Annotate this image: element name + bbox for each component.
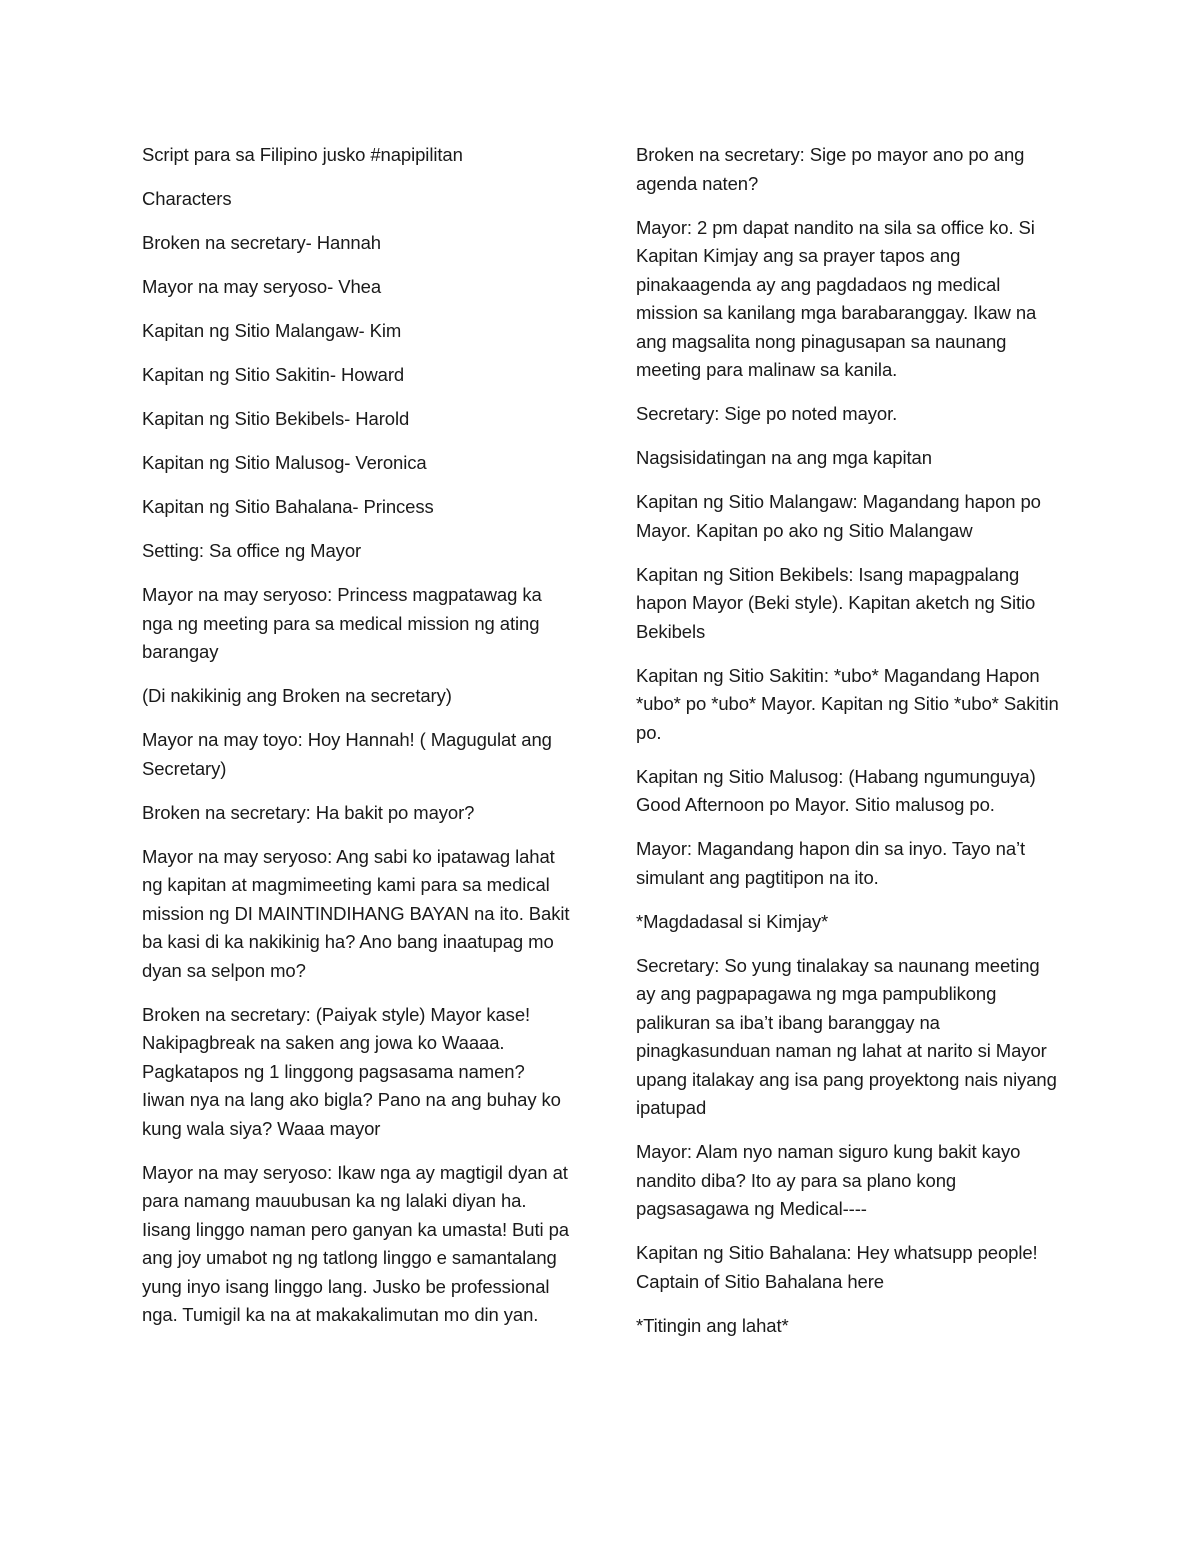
character-entry: Kapitan ng Sitio Sakitin- Howard <box>142 364 405 385</box>
character-entry: Kapitan ng Sitio Malangaw- Kim <box>142 320 402 341</box>
dialogue-paragraph: Mayor na may seryoso: Ikaw nga ay magtigil dyan at para namang mauubusan ka ng lalaki diyan ha. Iisang linggo naman pero ganyan ka umasta! Buti pa ang joy umabot ng ng tatlong linggo e samantalang yung inyo isang linggo lang. Jusko be professional nga. Tumigil ka na at makakalimutan mo din yan. <box>142 1161 569 1325</box>
dialogue-paragraph: Secretary: Sige po noted mayor. <box>636 403 898 424</box>
dialogue-paragraph: Broken na secretary: Ha bakit po mayor? <box>142 801 475 823</box>
character-entry: Broken na secretary- Hannah <box>142 232 381 253</box>
setting-line: Setting: Sa office ng Mayor <box>142 540 362 561</box>
characters-heading: Characters <box>142 188 232 209</box>
script-title: Script para sa Filipino jusko #napipilitan <box>142 144 463 165</box>
dialogue-paragraph: Mayor: Magandang hapon din sa inyo. Tayo na’t simulant ang pagtitipon na ito. <box>636 838 1026 888</box>
dialogue-paragraph: Secretary: So yung tinalakay sa naunang meeting ay ang pagpapagawa ng mga pampublikong palikuran sa iba’t ibang baranggay na pinagkasunduan naman ng lahat at narito si Mayor upang italakay ang isa pang proyektong nais niyang ipatupad <box>636 954 1057 1118</box>
right-column <box>636 141 1062 1356</box>
dialogue-paragraph: Mayor na may seryoso: Ang sabi ko ipatawag lahat ng kapitan at magmimeeting kami para sa medical mission ng DI MAINTINDIHANG BAYAN na ito. Bakit ba kasi di ka nakikinig ha? Ano bang inaatupag mo dyan sa selpon mo? <box>142 845 570 981</box>
stage-direction: (Di nakikinig ang Broken na secretary) <box>142 685 452 706</box>
dialogue-paragraph: Broken na secretary: Sige po mayor ano po ang agenda naten? <box>636 144 1025 194</box>
dialogue-paragraph: Kapitan ng Sition Bekibels: Isang mapagpalang hapon Mayor (Beki style). Kapitan aketch ng Sitio Bekibels <box>636 563 1036 642</box>
left-column <box>142 141 572 1345</box>
dialogue-paragraph: Kapitan ng Sitio Sakitin: *ubo* Magandang Hapon *ubo* po *ubo* Mayor. Kapitan ng Sitio *ubo* Sakitin po. <box>636 664 1059 743</box>
character-entry: Kapitan ng Sitio Bekibels- Harold <box>142 408 410 429</box>
stage-direction: Nagsisidatingan na ang mga kapitan <box>636 447 932 468</box>
character-entry: Kapitan ng Sitio Bahalana- Princess <box>142 496 434 517</box>
stage-direction: *Titingin ang lahat* <box>636 1314 789 1336</box>
dialogue-paragraph: Mayor na may seryoso: Princess magpatawag ka nga ng meeting para sa medical mission ng ating barangay <box>142 584 542 662</box>
dialogue-paragraph: Broken na secretary: (Paiyak style) Mayor kase! Nakipagbreak na saken ang jowa ko Waaaa. Pagkatapos ng 1 linggong pagsasama namen? Iiwan nya na lang ako bigla? Pano na ang buhay ko kung wala siya? Waaa mayor <box>142 1003 561 1139</box>
dialogue-paragraph: Mayor: Alam nyo naman siguro kung bakit kayo nandito diba? Ito ay para sa plano kong pagsasagawa ng Medical---- <box>636 1141 1021 1219</box>
dialogue-paragraph: Kapitan ng Sitio Bahalana: Hey whatsupp people! Captain of Sitio Bahalana here <box>636 1242 1038 1292</box>
character-entry: Mayor na may seryoso- Vhea <box>142 276 382 297</box>
dialogue-paragraph: Mayor na may toyo: Hoy Hannah! ( Magugulat ang Secretary) <box>142 729 552 779</box>
dialogue-paragraph: Kapitan ng Sitio Malusog: (Habang ngumunguya) Good Afternoon po Mayor. Sitio malusog po. <box>636 765 1036 815</box>
dialogue-paragraph: Kapitan ng Sitio Malangaw: Magandang hapon po Mayor. Kapitan po ako ng Sitio Malangaw <box>636 491 1041 541</box>
stage-direction: *Magdadasal si Kimjay* <box>636 910 829 932</box>
character-entry: Kapitan ng Sitio Malusog- Veronica <box>142 452 427 473</box>
dialogue-paragraph: Mayor: 2 pm dapat nandito na sila sa office ko. Si Kapitan Kimjay ang sa prayer tapos ang pinakaagenda ay ang pagdadaos ng medical mission sa kanilang mga barabaranggay. Ikaw na ang magsalita nong pinagusapan sa naunang meeting para malinaw sa kanila. <box>636 216 1037 380</box>
